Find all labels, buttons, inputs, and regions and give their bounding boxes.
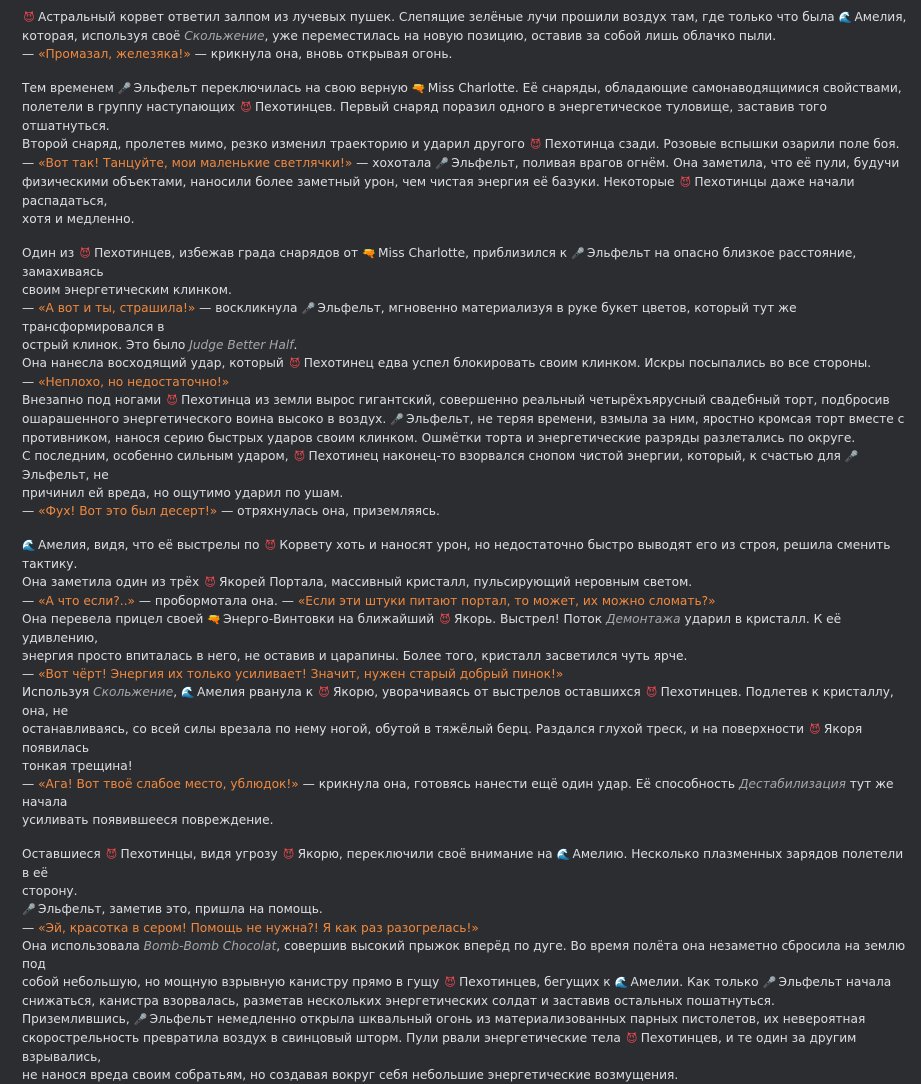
demon-icon: 😈 <box>204 576 216 589</box>
quote-text: «Фух! Вот это был десерт!» <box>38 504 218 518</box>
story-line <box>22 244 907 281</box>
skill-name: Bomb-Bomb Chocolat <box>143 939 277 953</box>
demon-icon: 😈 <box>625 1032 638 1045</box>
narration-text: — хохотала <box>352 156 436 170</box>
narration-text: острый клинок. Это было <box>22 338 190 352</box>
narration-text: Пехотинец едва успел блокировать своим клинком. Искры посыпались во все стороны. <box>303 356 872 370</box>
narration-text: останавливаясь, со всей силы врезала по нему ногой, обутой в тяжёлый берц. Раздался глухой треск, и на поверхности <box>22 722 808 736</box>
narration-text: скорострельность превратила воздух в свинцовый шторм. Пули рвали энергетические тела <box>22 1031 625 1045</box>
story-line <box>22 173 907 210</box>
narration-text: хотя и медленно. <box>22 212 135 226</box>
story-line <box>22 811 907 829</box>
demon-icon: 😈 <box>105 848 118 861</box>
narration-text: Амелия, видя, что её выстрелы по <box>38 538 264 552</box>
narration-text: Она использовала <box>22 939 144 953</box>
story-line <box>22 45 907 63</box>
microphone-icon: 🎤 <box>844 450 859 463</box>
story-line <box>22 1029 907 1066</box>
narration-text: Энерго-Винтовки на ближайший <box>223 612 439 626</box>
narration-text: Эльфельт, мгновенно материализуя в руке букет цветов, который тут же трансформировался в <box>22 301 797 334</box>
quote-text: «Ага! Вот твоё слабое место, ублюдок!» <box>38 777 299 791</box>
demon-icon: 😈 <box>264 539 277 552</box>
story-line <box>22 210 907 228</box>
narration-text: — <box>22 375 39 389</box>
story-line <box>22 845 907 882</box>
narration-text: Пехотинцы даже начали распадаться, <box>22 175 855 208</box>
demon-icon: 😈 <box>79 247 91 260</box>
story-line <box>22 757 907 775</box>
wave-icon: 🌊 <box>181 686 195 699</box>
story-line <box>22 882 907 900</box>
story-line <box>22 973 907 992</box>
narration-text: — <box>22 594 39 608</box>
microphone-icon: 🎤 <box>301 302 316 315</box>
story-line <box>22 8 907 27</box>
narration-text: Эльфельт переключилась на свою верную <box>133 81 412 95</box>
narration-text: Якоря появилась <box>22 722 863 755</box>
microphone-icon: 🎤 <box>390 413 404 426</box>
demon-icon: 😈 <box>809 723 821 736</box>
narration-text: С последним, особенно сильным ударом, <box>22 449 293 463</box>
story-line <box>22 391 907 410</box>
story-line <box>22 1066 907 1084</box>
story-line <box>22 447 907 484</box>
narration-text: — <box>22 47 39 61</box>
quote-text: «А вот и ты, страшила!» <box>38 301 196 315</box>
narration-text: противником, нанося серию быстрых ударов своим клинком. Ошмётки торта и энергетические разряды разлетались по округе. <box>22 431 856 445</box>
quote-text: «Промазал, железяка!» <box>38 47 191 61</box>
story-paragraph <box>22 845 907 1084</box>
narration-text: — <box>22 921 39 935</box>
narration-text: Один из <box>22 246 79 260</box>
narration-text: полетели в группу наступающих <box>22 100 239 114</box>
narration-text: Пехотинцев, избежав града снарядов от <box>94 246 362 260</box>
narration-text: усиливать появившееся повреждение. <box>22 813 274 827</box>
narration-text: — <box>22 504 39 518</box>
narration-text: ударил в кристалл. К её удивлению, <box>22 612 842 645</box>
story-line <box>22 484 907 502</box>
story-line <box>22 536 907 573</box>
demon-icon: 😈 <box>529 138 542 151</box>
narration-text: собой небольшую, но мощную взрывную канистру прямо в гущу <box>22 975 444 989</box>
microphone-icon: 🎤 <box>133 1013 148 1026</box>
microphone-icon: 🎤 <box>571 247 585 260</box>
demon-icon: 😈 <box>439 613 451 626</box>
narration-text: , <box>173 685 182 699</box>
narration-text: Эльфельт начала <box>778 975 892 989</box>
story-line <box>22 27 907 45</box>
story-line <box>22 937 907 973</box>
wave-icon: 🌊 <box>838 11 853 24</box>
narration-text: Пехотинцев. Подлетев к кристаллу, она, не <box>22 685 894 718</box>
narration-text: Эльфельт немедленно открыла шквальный огонь из материализованных парных пистолетов, их невероятная <box>149 1012 866 1026</box>
quote-text: «Эй, красотка в сером! Помощь не нужна?! Я как раз разогрелась!» <box>38 921 479 935</box>
green-gun-icon: 🔫 <box>207 613 221 626</box>
narration-text: — воскликнула <box>195 301 302 315</box>
narration-text: Амелию. Несколько плазменных зарядов полетели в её <box>22 847 904 880</box>
narration-text: . <box>293 338 298 352</box>
demon-icon: 😈 <box>289 357 301 370</box>
narration-text: Якорю, уворачиваясь от выстрелов оставшихся <box>332 685 645 699</box>
quote-text: «А что если?..» <box>38 594 135 608</box>
story-line <box>22 281 907 299</box>
narration-text: Внезапно под ногами <box>22 393 166 407</box>
wave-icon: 🌊 <box>22 539 36 552</box>
narration-text: Пехотинцы, видя угрозу <box>120 847 282 861</box>
green-gun-icon: 🔫 <box>411 82 426 95</box>
narration-text: Тем временем <box>22 81 118 95</box>
story-line <box>22 429 907 447</box>
demon-icon: 😈 <box>293 450 306 463</box>
demon-icon: 😈 <box>318 686 330 699</box>
narration-text: физическими объектами, наносили более заметный урон, чем чистая энергия её базуки. Некоторые <box>22 175 679 189</box>
narration-text: Она заметила один из трёх <box>22 575 204 589</box>
narration-text: ошарашенного энергетического воина высоко в воздух. <box>22 412 391 426</box>
narration-text: снижаться, канистра взорвалась, разметав нескольких энергетических солдат и заставив остальных пошатнуться. <box>22 994 775 1008</box>
narration-text: , совершив высокий прыжок вперёд по дуге. Во время полёта она незаметно сбросила на землю под <box>22 939 906 971</box>
narration-text: Эльфельт на опасно близкое расстояние, замахиваясь <box>22 246 857 279</box>
microphone-icon: 🎤 <box>435 157 450 170</box>
demon-icon: 😈 <box>23 11 35 24</box>
demon-icon: 😈 <box>645 686 658 699</box>
demon-icon: 😈 <box>166 394 178 407</box>
story-line <box>22 720 907 757</box>
story-line <box>22 299 907 336</box>
story-line <box>22 992 907 1010</box>
microphone-icon: 🎤 <box>22 903 36 916</box>
narration-text: Второй снаряд, пролетев мимо, резко изменил траекторию и ударил другого <box>22 137 529 151</box>
narration-text: — <box>22 667 39 681</box>
demon-icon: 😈 <box>679 176 692 189</box>
narration-text: — <box>22 301 39 315</box>
narration-text: Амелия рванула к <box>197 685 317 699</box>
story-paragraph <box>22 8 907 63</box>
story-line <box>22 573 907 592</box>
demon-icon: 😈 <box>240 101 252 114</box>
skill-name: Демонтажа <box>605 612 681 626</box>
demon-icon: 😈 <box>444 976 456 989</box>
story-paragraph <box>22 536 907 829</box>
narration-text: Оставшиеся <box>22 847 105 861</box>
narration-text: Miss Charlotte. Её снаряды, обладающие самонаводящимися свойствами, <box>427 81 902 95</box>
story-line <box>22 135 907 154</box>
narration-text: Она нанесла восходящий удар, который <box>22 356 288 370</box>
narration-text: Эльфельт, заметив это, пришла на помощь. <box>38 902 323 916</box>
narration-text: Эльфельт, не <box>22 468 109 482</box>
story-line <box>22 665 907 683</box>
story-line <box>22 79 907 98</box>
narration-text: — <box>22 777 39 791</box>
narration-text: Астральный корвет ответил залпом из лучевых пушек. Слепящие зелёные лучи прошили воздух там, где только что была <box>38 10 839 24</box>
story-line <box>22 900 907 919</box>
narration-text: Пехотинца сзади. Розовые вспышки озарили поле боя. <box>544 137 900 151</box>
story-line <box>22 373 907 391</box>
wave-icon: 🌊 <box>614 976 629 989</box>
narration-text: Пехотинца из земли вырос гигантский, совершенно реальный четырёхъярусный свадебный торт, подбросив <box>181 393 890 407</box>
narration-text: Якорю, переключили своё внимание на <box>297 847 557 861</box>
skill-name: Скольжение <box>93 685 174 699</box>
story-line <box>22 502 907 520</box>
narration-text: причинил ей вреда, но ощутимо ударил по ушам. <box>22 486 344 500</box>
quote-text: «Вот так! Танцуйте, мои маленькие светлячки!» <box>38 156 353 170</box>
narration-text: Амелии. Как только <box>630 975 763 989</box>
story-line <box>22 775 907 811</box>
narration-text: — отряхнулась она, приземляясь. <box>217 504 440 518</box>
story-line <box>22 919 907 937</box>
narration-text: — пробормотала она. — <box>134 594 298 608</box>
narration-text: Пехотинцев. Первый снаряд поразил одного в энергетическое туловище, заставив того отшатнуться. <box>22 100 827 133</box>
microphone-icon: 🎤 <box>762 976 777 989</box>
demon-icon: 😈 <box>282 848 295 861</box>
story-line <box>22 647 907 665</box>
skill-name: Скольжение <box>184 29 265 43</box>
narration-text: тут же начала <box>22 777 894 809</box>
story-line <box>22 154 907 173</box>
story-line <box>22 1010 907 1029</box>
skill-name: Judge Better Half <box>189 338 294 352</box>
narration-text: Miss Charlotte, приблизился к <box>377 246 572 260</box>
narration-text: — крикнула она, вновь открывая огонь. <box>190 47 453 61</box>
narration-text: Пехотинец наконец-то взорвался снопом чистой энергии, который, к счастью для <box>308 449 845 463</box>
narration-text: Якорь. Выстрел! Поток <box>454 612 606 626</box>
story-line <box>22 683 907 720</box>
narration-text: Амелия, <box>854 10 907 24</box>
story-line <box>22 410 907 429</box>
narration-text: Используя <box>22 685 94 699</box>
narration-text: энергия просто впиталась в него, не оставив и царапины. Более того, кристалл засветился чуть ярче. <box>22 649 688 663</box>
narration-text: сторону. <box>22 884 78 898</box>
story-line <box>22 354 907 373</box>
story-line <box>22 336 907 354</box>
narration-text: Эльфельт, не теряя времени, взмыла за ним, яростно кромсая торт вместе с <box>406 412 905 426</box>
narration-text: Пехотинцев, и те один за другим взрывались, <box>22 1031 857 1064</box>
wave-icon: 🌊 <box>556 848 571 861</box>
quote-text: «Неплохо, но недостаточно!» <box>38 375 230 389</box>
narration-text: — <box>22 156 39 170</box>
narration-text: Якорей Портала, массивный кристалл, пульсирующий неровным светом. <box>219 575 693 589</box>
narration-text: Приземлившись, <box>22 1012 134 1026</box>
narration-text: не нанося вреда своим собратьям, но создавая вокруг себя небольшие энергетические возмущения. <box>22 1068 679 1082</box>
microphone-icon: 🎤 <box>117 82 132 95</box>
narration-text: , уже переместилась на новую позицию, оставив за собой лишь облачко пыли. <box>264 29 777 43</box>
narration-text: Она перевела прицел своей <box>22 612 208 626</box>
narration-text: тонкая трещина! <box>22 759 133 773</box>
story-line <box>22 610 907 647</box>
story-paragraph <box>22 79 907 228</box>
narration-text: — крикнула она, готовясь нанести ещё один удар. Её способность <box>298 777 739 791</box>
story-paragraph <box>22 244 907 520</box>
narration-text: Корвету хоть и наносят урон, но недостаточно быстро выводят его из строя, решила сменить тактику. <box>22 538 891 571</box>
narration-text: Эльфельт, поливая врагов огнём. Она заметила, что её пули, будучи <box>451 156 900 170</box>
narration-text: которая, используя своё <box>22 29 185 43</box>
skill-name: Дестабилизация <box>738 777 846 791</box>
narration-text: Пехотинцев, бегущих к <box>459 975 615 989</box>
narration-text: своим энергетическим клинком. <box>22 283 232 297</box>
quote-text: «Если эти штуки питают портал, то может, их можно сломать?» <box>297 594 716 608</box>
story-line <box>22 592 907 610</box>
story-line <box>22 98 907 135</box>
quote-text: «Вот чёрт! Энергия их только усиливает! Значит, нужен старый добрый пинок!» <box>38 667 564 681</box>
green-gun-icon: 🔫 <box>362 247 376 260</box>
